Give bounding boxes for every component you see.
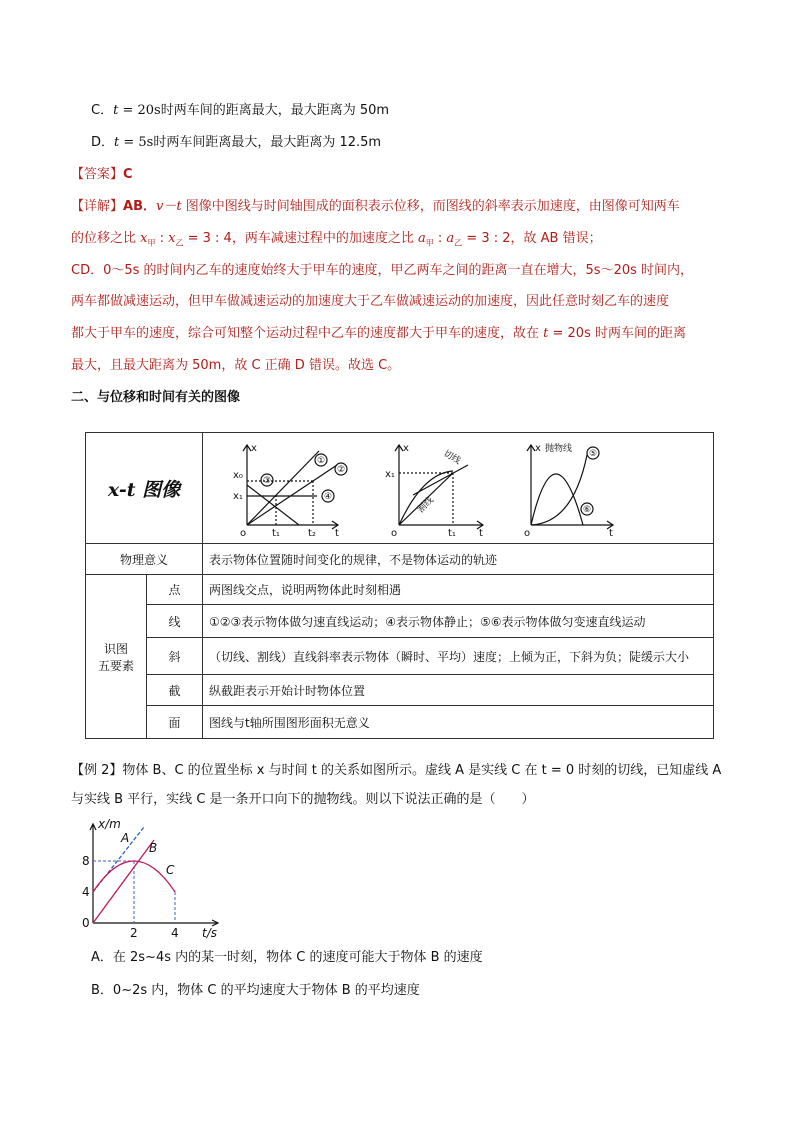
row-key: 点: [147, 575, 203, 605]
x-axis-label: t/s: [202, 926, 217, 940]
group-label-1: 识图: [103, 641, 128, 656]
g1-x1-label: x₁: [233, 491, 243, 502]
g1-t-label: t: [335, 528, 339, 539]
option-c: C．t = 20s时两车间的距离最大，最大距离为 50m: [91, 103, 390, 118]
y-axis-label: x/m: [98, 817, 121, 831]
section-title: 二、与位移和时间有关的图像: [71, 390, 241, 405]
tick-x-4: 4: [171, 926, 179, 940]
xt-graph-table: [85, 432, 714, 739]
example-figure: [80, 816, 230, 940]
g1-t2-label: t₂: [308, 528, 316, 539]
row-text: 纵截距表示开始计时物体位置: [203, 675, 714, 706]
g3-t-label: t: [609, 528, 613, 539]
g2-t-label: t: [479, 528, 483, 539]
table-header: x-t 图像: [107, 478, 181, 501]
group-label-2: 五要素: [97, 658, 134, 673]
g1-circle-3: ③: [263, 476, 272, 486]
g1-circle-1: ①: [317, 456, 326, 466]
figure-guides: [93, 861, 175, 923]
g2-t1-label: t₁: [448, 528, 456, 539]
row-physical-meaning-label: 物理意义: [86, 544, 203, 575]
g2-tangent-label: 切线: [441, 448, 463, 467]
row-text: 两图线交点，说明两物体此时刻相遇: [203, 575, 714, 605]
label-b: B: [149, 841, 158, 855]
graph-1: [243, 445, 347, 529]
xt-graphs: [203, 433, 709, 540]
g3-x-label: x: [535, 443, 541, 454]
row-key: 线: [147, 605, 203, 638]
tick-y-4: 4: [82, 885, 90, 899]
row-text: ①②③表示物体做匀速直线运动；④表示物体静止；⑤⑥表示物体做匀变速直线运动: [203, 605, 714, 638]
example-line-1: 【例 2】物体 B、C 的位置坐标 x 与时间 t 的关系如图所示。虚线 A 是实线 C 在 t = 0 时刻的切线，已知虚线 A: [71, 763, 722, 778]
row-key: 斜: [147, 638, 203, 675]
g2-x1-label: x₁: [385, 469, 395, 480]
g1-t1-label: t₁: [272, 528, 280, 539]
graph-3: [527, 445, 613, 529]
tick-x-2: 2: [130, 926, 138, 940]
g1-circle-2: ②: [337, 465, 346, 475]
row-key: 截: [147, 675, 203, 706]
detail-line-5: 都大于甲车的速度，综合可知整个运动过程中乙车的速度都大于甲车的速度，故在 t = 20s 时两车间的距离: [71, 326, 686, 341]
detail-line-3: CD．0～5s 的时间内乙车的速度始终大于甲车的速度，甲乙两车之间的距离一直在增大，5s～20s 时间内，: [71, 263, 694, 278]
table-header-cell: [86, 433, 203, 544]
detail-line-1: 【详解】AB．v－t 图像中图线与时间轴围成的面积表示位移，而图线的斜率表示加速度，由图像可知两车: [71, 199, 680, 214]
graph-2: [395, 445, 483, 529]
option-a: A．在 2s~4s 内的某一时刻，物体 C 的速度可能大于物体 B 的速度: [91, 950, 483, 965]
row-physical-meaning-text: 表示物体位置随时间变化的规律，不是物体运动的轨迹: [203, 544, 714, 575]
tick-y-8: 8: [82, 854, 90, 868]
graphs-cell: [203, 433, 714, 544]
option-d: D．t = 5s时两车间距离最大，最大距离为 12.5m: [91, 135, 382, 150]
row-key: 面: [147, 706, 203, 739]
g1-x-label: x: [251, 443, 257, 454]
detail-line-6: 最大，且最大距离为 50m，故 C 正确 D 错误。故选 C。: [71, 358, 401, 373]
g3-parabola-label: 抛物线: [545, 444, 573, 454]
g1-circle-4: ④: [324, 492, 333, 502]
row-text: 图线与t轴所围图形面积无意义: [203, 706, 714, 739]
row-text: （切线、割线）直线斜率表示物体（瞬时、平均）速度；上倾为正，下斜为负；陡缓示大小: [203, 638, 714, 675]
tick-y-0: 0: [82, 916, 90, 930]
answer-line: 【答案】C: [71, 167, 133, 182]
option-b: B．0~2s 内，物体 C 的平均速度大于物体 B 的平均速度: [91, 983, 420, 998]
g3-circle-5: ⑤: [589, 449, 598, 459]
g1-x0-label: x₀: [233, 470, 243, 481]
detail-line-4: 两车都做减速运动，但甲车做减速运动的加速度大于乙车做减速运动的加速度，因此任意时刻乙车的速度: [71, 294, 670, 309]
detail-line-2: 的位移之比 $x_甲$ : $x_乙 = 3$ : 4，两车减速过程中的加速度之比 $a_甲$ : $a_乙 = 3$ : 2，故 AB 错误；: [71, 231, 602, 248]
g2-x-label: x: [403, 443, 409, 454]
g1-origin: o: [240, 528, 247, 539]
g2-secant-label: 割线: [416, 495, 436, 516]
label-a: A: [121, 831, 130, 845]
figure-axes: [90, 824, 218, 926]
group-label-cell: [86, 575, 147, 739]
g2-origin: o: [391, 528, 398, 539]
example-line-2: 与实线 B 平行，实线 C 是一条开口向下的抛物线。则以下说法正确的是（ ）: [71, 792, 535, 807]
g3-circle-6: ⑥: [583, 505, 592, 515]
g3-origin: o: [524, 528, 531, 539]
label-c: C: [166, 863, 175, 877]
